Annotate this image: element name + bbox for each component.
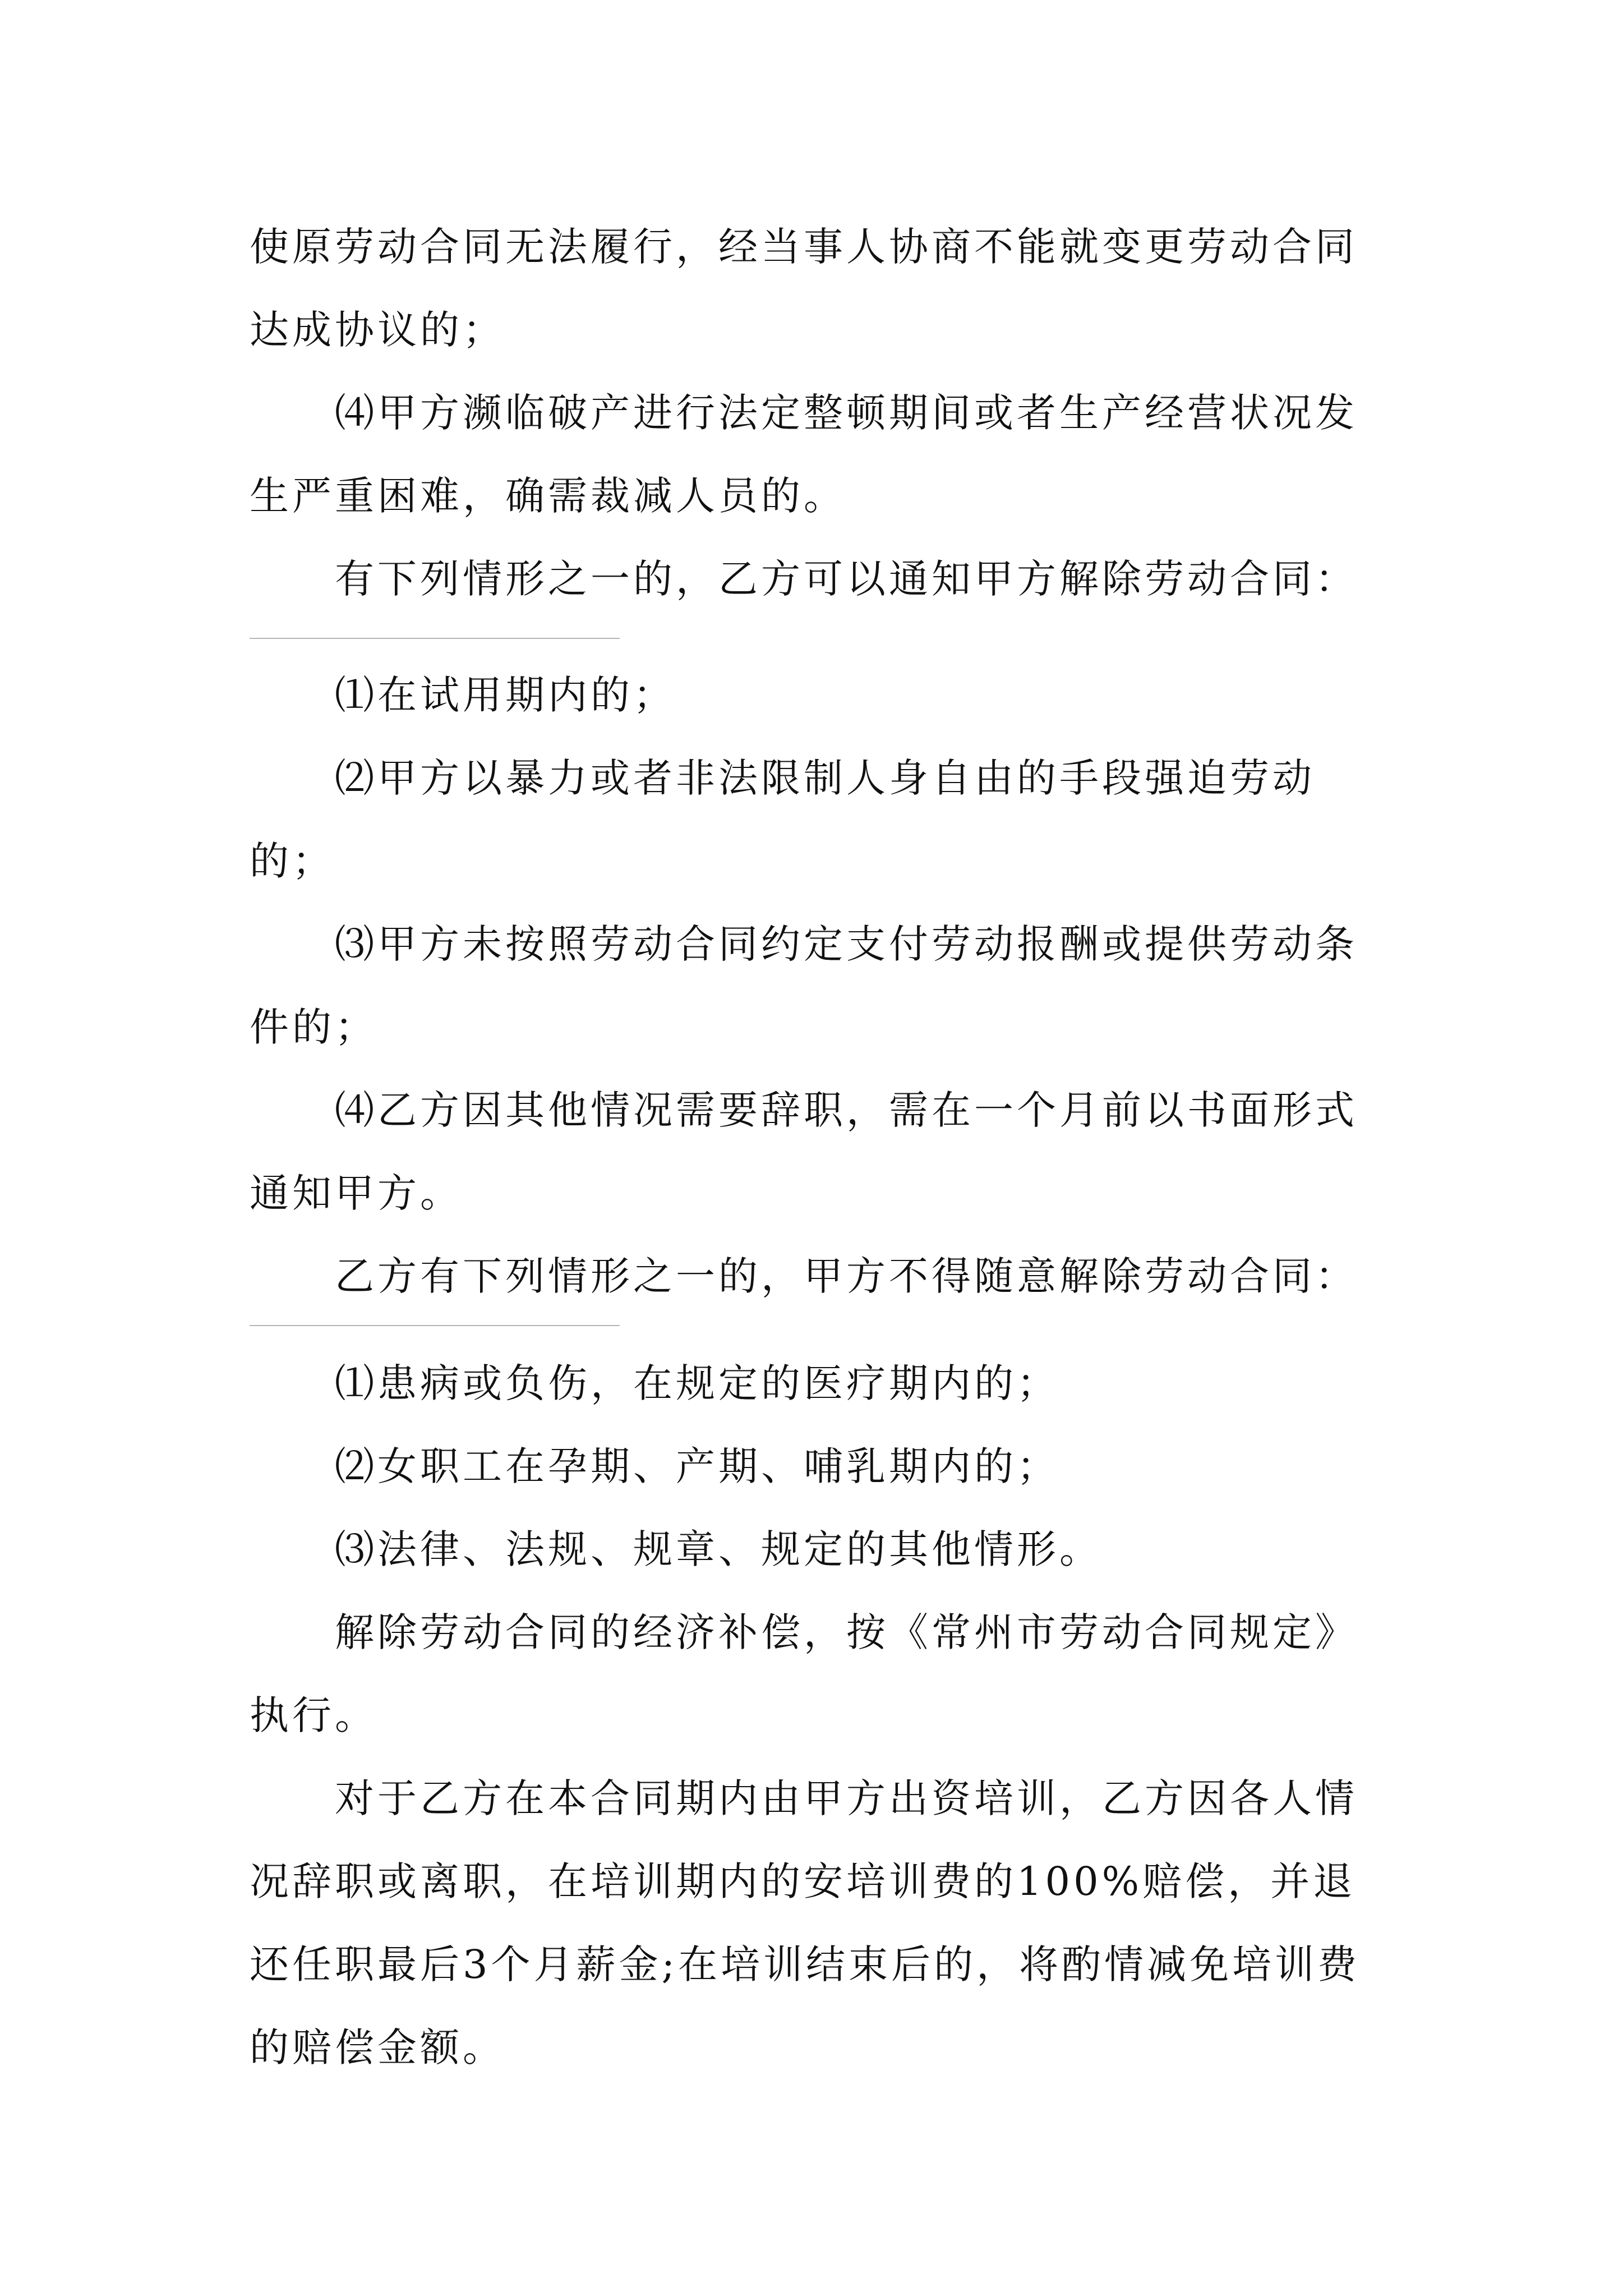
paragraph-continuation: 使原劳动合同无法履行，经当事人协商不能就变更劳动合同达成协议的； <box>250 224 1358 353</box>
paragraph-economic-compensation: 解除劳动合同的经济补偿，按《常州市劳动合同规定》执行。 <box>250 1609 1358 1738</box>
paragraph-clause-4-resignation: ⑷乙方因其他情况需要辞职，需在一个月前以书面形式通知甲方。 <box>250 1087 1358 1216</box>
footnote-divider-2 <box>250 1325 620 1326</box>
paragraph-clause-3-remuneration: ⑶甲方未按照劳动合同约定支付劳动报酬或提供劳动条件的； <box>250 921 1358 1050</box>
paragraph-clause-2-forced-labor: ⑵甲方以暴力或者非法限制人身自由的手段强迫劳动的； <box>250 755 1315 884</box>
paragraph-clause-1-probation: ⑴在试用期内的； <box>335 672 676 718</box>
paragraph-clause-4-bankruptcy: ⑷甲方濒临破产进行法定整顿期间或者生产经营状况发生严重困难，确需裁减人员的。 <box>250 390 1358 519</box>
text-section-2 <box>250 654 1388 1318</box>
paragraph-protected-cases-heading: 乙方有下列情形之一的，甲方不得随意解除劳动合同： <box>335 1253 1358 1299</box>
text-section-1 <box>250 205 1388 620</box>
text-section-3 <box>250 1342 1388 2089</box>
paragraph-clause-2-female-staff: ⑵女职工在孕期、产期、哺乳期内的； <box>335 1443 1059 1489</box>
paragraph-clause-1-illness: ⑴患病或负伤，在规定的医疗期内的； <box>335 1360 1059 1406</box>
paragraph-training-compensation: 对于乙方在本合同期内由甲方出资培训，乙方因各人情况辞职或离职，在培训期内的安培训费的100%赔偿，并退还任职最后3个月薪金;在培训结束后的，将酌情减免培训费的赔偿金额。 <box>250 1775 1361 2070</box>
paragraph-clause-3-other-cases: ⑶法律、法规、规章、规定的其他情形。 <box>335 1526 1102 1572</box>
footnote-divider-1 <box>250 638 620 639</box>
paragraph-employee-termination-heading: 有下列情形之一的，乙方可以通知甲方解除劳动合同： <box>335 556 1358 602</box>
